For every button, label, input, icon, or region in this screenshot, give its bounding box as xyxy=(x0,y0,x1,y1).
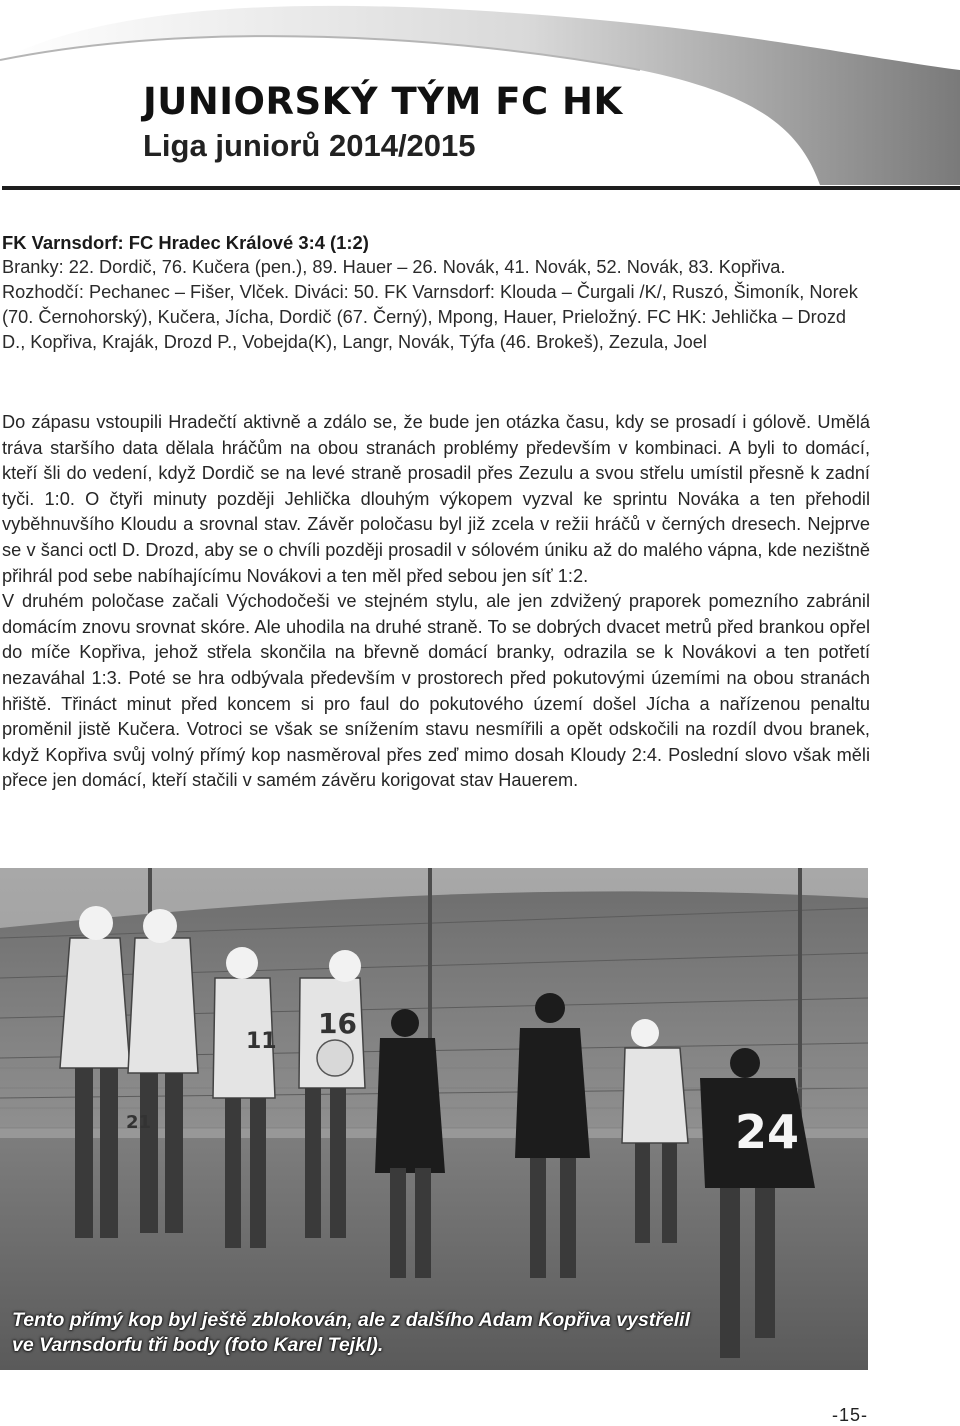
match-photo-illustration xyxy=(0,868,868,1370)
header-divider xyxy=(2,186,960,190)
page-header xyxy=(143,80,623,168)
article-body xyxy=(2,410,870,794)
match-lineup: Branky: 22. Dordič, 76. Kučera (pen.), 89. Hauer – 26. Novák, 41. Novák, 52. Novák, 83. Kopřiva. Rozhodčí: Pechanec – Fišer, Vlček. Diváci: 50. FK Varnsdorf: Klouda – Čurgali /K/, Ruszó, Šimoník, Norek (70. Černohorský), Kučera, Jícha, Dordič (67. Černý), Mpong, Hauer, Prieložný. FC HK: Jehlička – Drozd D., Kopřiva, Kraják, Drozd P., Vobejda(K), Langr, Novák, Týfa (46. Brokeš), Zezula, Joel xyxy=(2,257,858,352)
jersey-number: 11 xyxy=(246,1029,277,1054)
match-photo xyxy=(0,868,868,1370)
page-number: -15- xyxy=(831,1405,868,1425)
match-title: FK Varnsdorf: FC Hradec Králové 3:4 (1:2) xyxy=(2,232,369,253)
page-title: JUNIORSKÝ TÝM FC HK xyxy=(143,80,623,123)
jersey-number: 24 xyxy=(735,1105,800,1159)
jersey-number: 21 xyxy=(126,1112,152,1133)
page-subtitle: Liga juniorů 2014/2015 xyxy=(143,128,476,163)
photo-caption: Tento přímý kop byl ještě zblokován, ale z dalšího Adam Kopřiva vystřelil ve Varnsdorfu tři body (foto Karel Tejkl). xyxy=(12,1309,690,1356)
jersey-number: 16 xyxy=(318,1007,357,1040)
article-paragraph: V druhém poločase začali Východočeši ve stejném stylu, ale jen zdvižený praporek pomezního zabránil domácím znovu srovnat skóre. Ale uhodila na druhé straně. To se dobrých dvacet metrů před brankou opřel do míče Kopřiva, jehož střela skončila na břevně domácí branky, odrazila se k Novákovi a ten potřetí nezaváhal 1:3. Poté se hra odbývala především v prostorech před pokutovými územími na obou stranách hřiště. Třináct minut před koncem si pro faul do pokutového území došel Jícha a nařízenou penaltu proměnil jistě Kučera. Votroci se však se snížením stavu nesmířili a opět odskočili na rozdíl dvou branek, když Kopřiva svůj volný přímý kop nasměroval přes zeď mimo dosah Kloudy 2:4. Poslední slovo však měli přece jen domácí, kteří stačili v samém závěru korigovat stav Hauerem. xyxy=(2,591,870,791)
article-paragraph: Do zápasu vstoupili Hradečtí aktivně a zdálo se, že bude jen otázka času, kdy se prosadí i gólově. Umělá tráva staršího data dělala hráčům na obou stranách problémy především v kombinaci. A byli to domácí, kteří šli do vedení, když Dordič se na levé straně prosadil přes Zezulu a svou střelu umístil přesně k zadní tyči. 1:0. O čtyři minuty později Jehlička dlouhým výkopem vyzval ke sprintu Nováka a ten přehodil vyběhnuvšího Kloudu a srovnal stav. Závěr poločasu byl již zcela v režii hráčů v černých dresech. Nejprve se v šanci octl D. Drozd, aby se o chvíli později prosadil v sólovém úniku až do malého vápna, kde nezištně přihrál pod sebe nabíhajícímu Novákovi a ten měl před sebou jen síť 1:2. xyxy=(2,412,870,586)
match-report xyxy=(2,230,872,355)
